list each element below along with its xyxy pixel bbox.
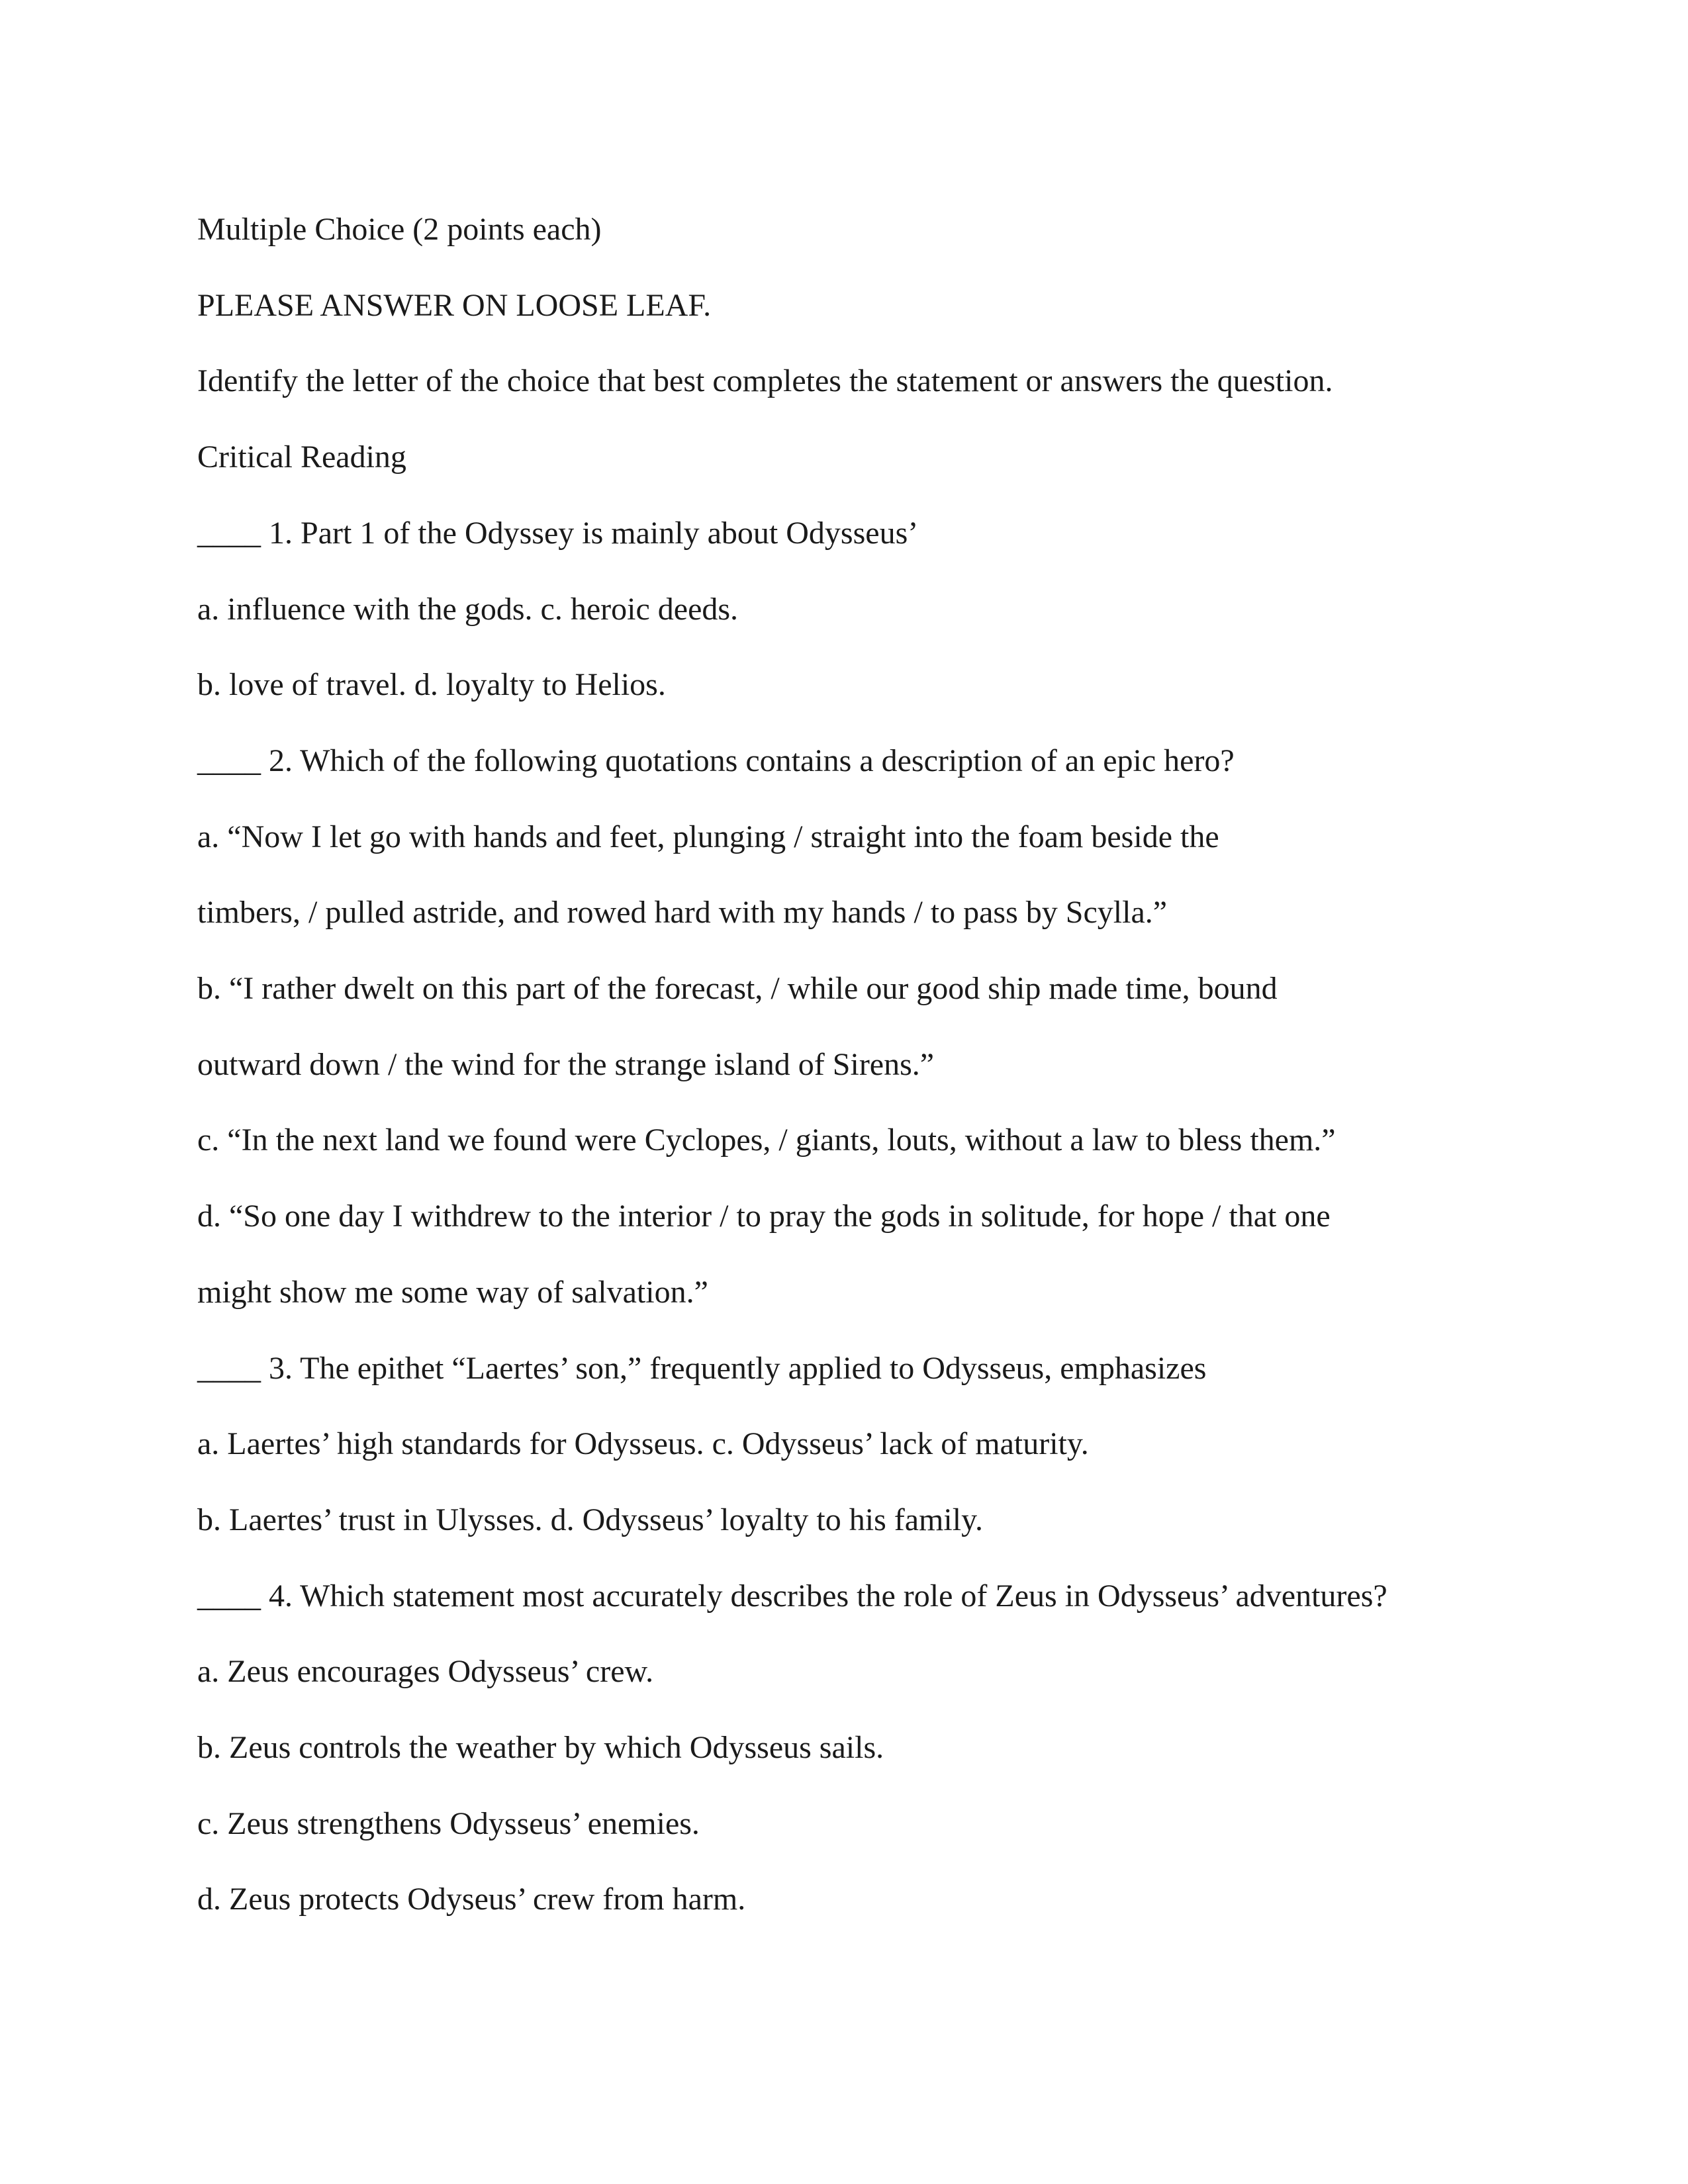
subsection-title: Critical Reading [197,439,406,475]
option-line: d. “So one day I withdrew to the interior / to pray the gods in solitude, for hope / that one [197,1199,1331,1234]
question-2 [197,723,1521,1331]
section-title: Multiple Choice (2 points each) [197,212,602,247]
option-line: a. influence with the gods. c. heroic deeds. [197,591,739,627]
option-line: outward down / the wind for the strange island of Sirens.” [197,1046,935,1082]
option-line: timbers, / pulled astride, and rowed hard with my hands / to pass by Scylla.” [197,895,1168,931]
question-stem: ____ 3. The epithet “Laertes’ son,” frequently applied to Odysseus, emphasizes [197,1350,1207,1386]
question-stem: ____ 4. Which statement most accurately describes the role of Zeus in Odysseus’ adventures? [197,1578,1387,1614]
option-line: a. “Now I let go with hands and feet, plunging / straight into the foam beside the [197,819,1219,854]
option-line: b. “I rather dwelt on this part of the forecast, / while our good ship made time, bound [197,971,1278,1007]
question-stem: ____ 1. Part 1 of the Odyssey is mainly about Odysseus’ [197,515,919,551]
option-line: c. “In the next land we found were Cyclopes, / giants, louts, without a law to bless them.” [197,1122,1336,1158]
option-line: b. Laertes’ trust in Ulysses. d. Odysseus’ loyalty to his family. [197,1502,983,1537]
option-line: d. Zeus protects Odyseus’ crew from harm. [197,1882,746,1917]
option-line: b. love of travel. d. loyalty to Helios. [197,667,666,703]
question-3 [197,1331,1521,1559]
question-stem: ____ 2. Which of the following quotations contains a description of an epic hero? [197,743,1235,778]
option-line: b. Zeus controls the weather by which Odysseus sails. [197,1730,884,1766]
question-1 [197,496,1521,723]
option-line: a. Zeus encourages Odysseus’ crew. [197,1654,654,1690]
option-line: a. Laertes’ high standards for Odysseus. c. Odysseus’ lack of maturity. [197,1426,1089,1462]
option-line: might show me some way of salvation.” [197,1274,708,1310]
answer-notice: PLEASE ANSWER ON LOOSE LEAF. [197,287,712,323]
option-line: c. Zeus strengthens Odysseus’ enemies. [197,1805,700,1841]
document-body [197,192,1521,1938]
question-4 [197,1559,1521,1938]
instructions: Identify the letter of the choice that best completes the statement or answers the question. [197,363,1333,399]
